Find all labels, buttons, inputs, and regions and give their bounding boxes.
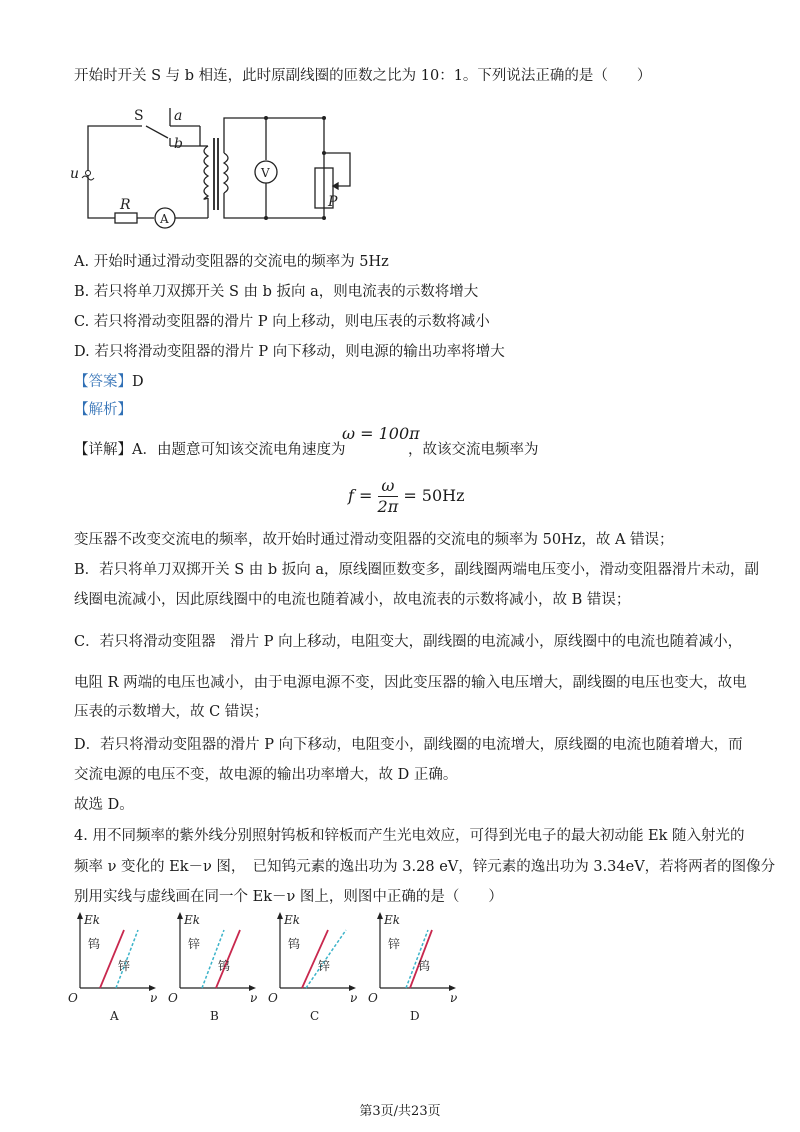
origin-label: O [168,991,178,1005]
graph-option-label: A [110,1009,119,1023]
origin-label: O [68,991,78,1005]
upper-line-label: 钨 [88,937,101,951]
explanation-line: 线圈电流减小，因此原线圈中的电流也随着减小，故电流表的示数将减小，故 B 错误； [74,592,631,608]
graph-c [266,910,366,1030]
page-footer: 第3页/共23页 [359,1104,441,1119]
label-s: S [134,108,144,124]
label-r: R [120,197,131,213]
label-p: P [328,194,338,210]
graph-d [366,910,466,1030]
question-intro: 开始时开关 S 与 b 相连，此时原副线圈的匝数之比为 10：1。下列说法正确的是（ ） [74,68,652,84]
answer-line [74,370,144,391]
q4-line: 4. 用不同频率的紫外线分别照射钨板和锌板而产生光电效应，可得到光电子的最大初动能 Ek 随入射光的 [74,828,745,844]
freq-lhs: f = [348,486,373,505]
explanation-line: 故选 D。 [74,797,134,813]
option-c: C. 若只将滑动变阻器的滑片 P 向上移动，则电压表的示数将减小 [74,314,490,330]
explanation-line: 压表的示数增大，故 C 错误； [74,704,269,720]
lower-line-label: 钨 [218,959,231,973]
label-u: u [70,166,80,182]
answer-value: D [132,374,144,390]
explanation-line: C．若只将滑动变阻器 滑片 P 向上移动，电阻变大，副线圈的电流减小，原线圈中的电流也随着减小， [74,634,743,650]
origin-label: O [268,991,278,1005]
y-axis-arrow [377,912,383,919]
lower-line-label: 锌 [318,959,331,973]
graph-a [66,910,166,1030]
freq-rhs: = 50Hz [403,486,465,505]
x-axis-label: ν [350,991,358,1005]
detail-a-prefix: 【详解】A．由题意可知该交流电角速度为 [74,442,346,458]
y-axis-label: Ek [184,913,201,927]
option-a: A. 开始时通过滑动变阻器的交流电的频率为 5Hz [74,254,389,270]
freq-numerator: ω [378,476,399,497]
explanation-line: B．若只将单刀双掷开关 S 由 b 扳向 a，原线圈匝数变多，副线圈两端电压变小，滑动变阻器滑片未动，副 [74,562,760,578]
detail-a-suffix: ，故该交流电频率为 [408,442,539,458]
y-axis-label: Ek [84,913,101,927]
lower-line-label: 锌 [118,959,131,973]
q4-line: 频率 ν 变化的 Ek－ν 图， 已知钨元素的逸出功为 3.28 eV，锌元素的逸出功为 3.34eV，若将两者的图像分 [74,859,776,875]
omega-formula: ω = 100π [342,424,420,443]
x-axis-label: ν [150,991,158,1005]
y-axis-label: Ek [284,913,301,927]
voltmeter-label: V [261,166,270,180]
ammeter-label: A [160,212,169,226]
label-b: b [174,136,183,152]
x-axis-label: ν [450,991,458,1005]
y-axis-arrow [77,912,83,919]
explanation-line: 电阻 R 两端的电压也减小，由于电源电源不变，因此变压器的输入电压增大，副线圈的电压也变大，故电 [74,675,747,691]
option-b: B. 若只将单刀双掷开关 S 由 b 扳向 a，则电流表的示数将增大 [74,284,479,300]
explanation-line: D．若只将滑动变阻器的滑片 P 向下移动，电阻变小，副线圈的电流增大，原线圈的电流也随着增大，而 [74,737,743,753]
q4-line: 别用实线与虚线画在同一个 Ek－ν 图上，则图中正确的是（ ） [74,889,503,905]
upper-line-label: 钨 [288,937,301,951]
frequency-formula [348,476,465,517]
graph-b [166,910,266,1030]
ek-v-graphs [66,910,486,1040]
graph-option-label: D [410,1009,420,1023]
answer-tag: 【答案】 [74,374,132,390]
graph-option-label: C [310,1009,320,1023]
freq-fraction [378,476,399,517]
detail-a-line [74,438,345,459]
y-axis-arrow [177,912,183,919]
explanation-line: 变压器不改变交流电的频率，故开始时通过滑动变阻器的交流电的频率为 50Hz，故 A 错误； [74,532,674,548]
label-a: a [174,108,183,124]
freq-denominator: 2π [377,497,399,516]
upper-line-label: 锌 [388,937,401,951]
upper-line-label: 锌 [188,937,201,951]
graph-option-label: B [210,1009,219,1023]
x-axis-label: ν [250,991,258,1005]
option-d: D. 若只将滑动变阻器的滑片 P 向下移动，则电源的输出功率将增大 [74,344,505,360]
origin-label: O [368,991,378,1005]
y-axis-arrow [277,912,283,919]
circuit-diagram [70,98,370,238]
analysis-tag: 【解析】 [74,402,132,418]
lower-line-label: 钨 [418,959,431,973]
explanation-line: 交流电源的电压不变，故电源的输出功率增大，故 D 正确。 [74,767,458,783]
y-axis-label: Ek [384,913,401,927]
